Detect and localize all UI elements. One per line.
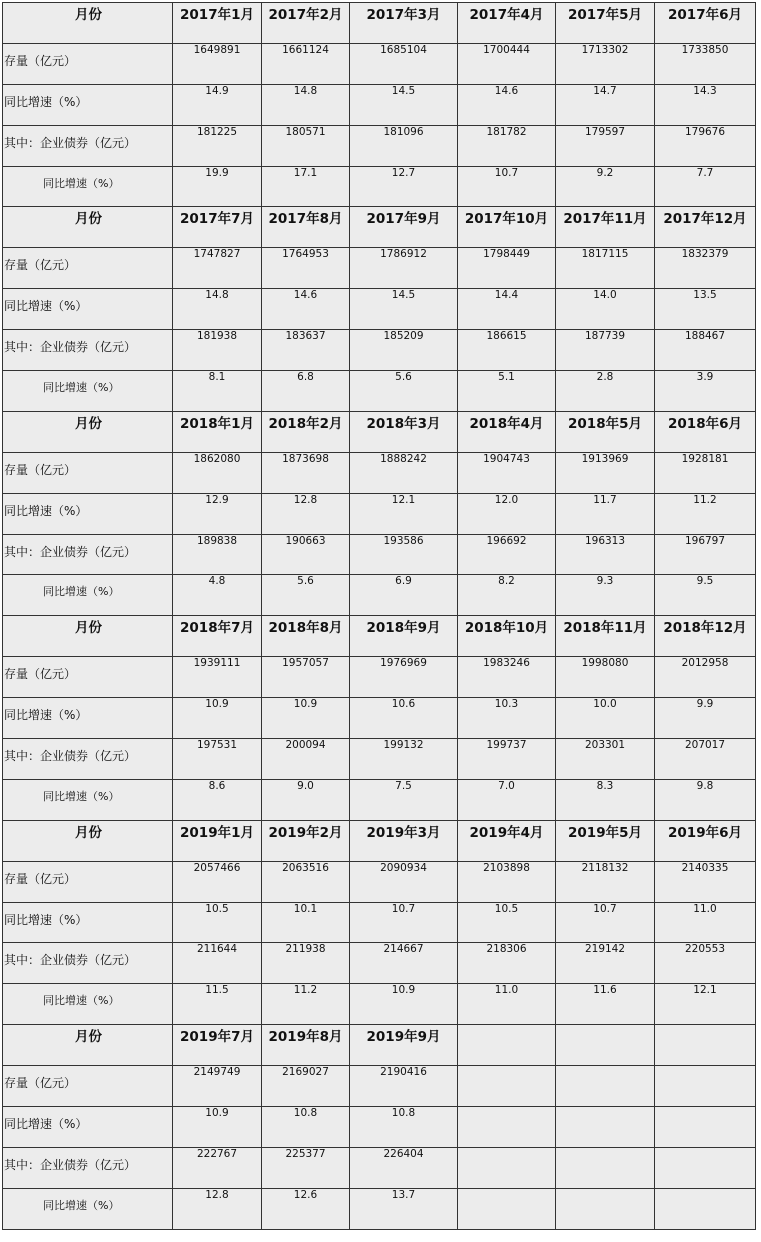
stock-growth-cell: 11.2 — [655, 493, 756, 534]
month-header-cell: 2019年7月 — [173, 1025, 262, 1066]
corporate-bond-cell: 197531 — [173, 739, 262, 780]
stock-cell: 1817115 — [556, 248, 655, 289]
stock-growth-cell — [458, 1107, 556, 1148]
corporate-bond-growth-cell: 9.2 — [556, 166, 655, 207]
stock-growth-row-label: 同比增速（%） — [3, 84, 173, 125]
corporate-bond-growth-cell: 12.6 — [262, 1188, 350, 1229]
corporate-bond-cell: 226404 — [350, 1147, 458, 1188]
stock-cell: 1733850 — [655, 43, 756, 84]
corporate-bond-growth-cell: 12.7 — [350, 166, 458, 207]
stock-row — [3, 657, 756, 698]
stock-cell: 1873698 — [262, 452, 350, 493]
stock-growth-row-label: 同比增速（%） — [3, 902, 173, 943]
corporate-bond-row-label: 其中：企业债券（亿元） — [3, 1147, 173, 1188]
stock-cell: 1904743 — [458, 452, 556, 493]
month-header-cell: 2019年4月 — [458, 820, 556, 861]
corporate-bond-cell — [458, 1147, 556, 1188]
stock-row — [3, 452, 756, 493]
corporate-bond-cell: 179676 — [655, 125, 756, 166]
corporate-bond-growth-cell: 17.1 — [262, 166, 350, 207]
stock-growth-cell: 10.1 — [262, 902, 350, 943]
stock-cell: 1661124 — [262, 43, 350, 84]
month-header-cell: 2019年5月 — [556, 820, 655, 861]
stock-cell: 2118132 — [556, 861, 655, 902]
corporate-bond-cell — [655, 1147, 756, 1188]
month-header-cell: 2017年3月 — [350, 3, 458, 44]
corporate-bond-growth-cell: 10.9 — [350, 984, 458, 1025]
corporate-bond-row-label: 其中：企业债券（亿元） — [3, 534, 173, 575]
corporate-bond-growth-row — [3, 575, 756, 616]
stock-cell: 1700444 — [458, 43, 556, 84]
stock-growth-row — [3, 289, 756, 330]
month-header-cell: 2017年5月 — [556, 3, 655, 44]
month-header-cell: 2017年4月 — [458, 3, 556, 44]
stock-cell: 1862080 — [173, 452, 262, 493]
stock-cell: 1713302 — [556, 43, 655, 84]
stock-cell: 2057466 — [173, 861, 262, 902]
stock-cell — [458, 1066, 556, 1107]
corporate-bond-cell: 207017 — [655, 739, 756, 780]
corporate-bond-row — [3, 1147, 756, 1188]
month-header-row — [3, 616, 756, 657]
stock-growth-cell: 10.5 — [173, 902, 262, 943]
corporate-bond-growth-cell: 2.8 — [556, 371, 655, 412]
stock-growth-cell: 10.3 — [458, 698, 556, 739]
stock-growth-cell: 12.1 — [350, 493, 458, 534]
month-header-cell: 2019年3月 — [350, 820, 458, 861]
corporate-bond-cell: 180571 — [262, 125, 350, 166]
stock-cell: 1976969 — [350, 657, 458, 698]
stock-row — [3, 248, 756, 289]
stock-cell: 2090934 — [350, 861, 458, 902]
month-header-cell: 2019年1月 — [173, 820, 262, 861]
month-header-cell: 2019年2月 — [262, 820, 350, 861]
stock-cell: 1888242 — [350, 452, 458, 493]
corporate-bond-growth-row-label: 同比增速（%） — [3, 779, 173, 820]
stock-cell: 1685104 — [350, 43, 458, 84]
corporate-bond-growth-cell: 4.8 — [173, 575, 262, 616]
month-header-cell: 2018年9月 — [350, 616, 458, 657]
corporate-bond-growth-row — [3, 1188, 756, 1229]
corporate-bond-growth-cell: 13.7 — [350, 1188, 458, 1229]
stock-growth-row — [3, 493, 756, 534]
corporate-bond-cell — [556, 1147, 655, 1188]
corporate-bond-growth-row — [3, 166, 756, 207]
month-header-cell: 2018年5月 — [556, 411, 655, 452]
month-header-cell: 2017年9月 — [350, 207, 458, 248]
corporate-bond-growth-row-label: 同比增速（%） — [3, 166, 173, 207]
stock-growth-row — [3, 1107, 756, 1148]
stock-growth-cell: 12.8 — [262, 493, 350, 534]
stock-growth-cell: 14.8 — [262, 84, 350, 125]
stock-growth-cell: 14.6 — [458, 84, 556, 125]
stock-row-label: 存量（亿元） — [3, 1066, 173, 1107]
corporate-bond-growth-cell: 5.6 — [350, 371, 458, 412]
month-header-cell: 2018年6月 — [655, 411, 756, 452]
stock-cell: 1928181 — [655, 452, 756, 493]
stock-growth-cell: 10.6 — [350, 698, 458, 739]
corporate-bond-cell: 179597 — [556, 125, 655, 166]
corporate-bond-growth-cell — [556, 1188, 655, 1229]
stock-cell — [655, 1066, 756, 1107]
stock-growth-cell: 14.0 — [556, 289, 655, 330]
corporate-bond-growth-cell: 8.2 — [458, 575, 556, 616]
stock-cell: 2063516 — [262, 861, 350, 902]
corporate-bond-cell: 188467 — [655, 330, 756, 371]
month-header-row-label: 月份 — [3, 1025, 173, 1066]
corporate-bond-cell: 183637 — [262, 330, 350, 371]
corporate-bond-row — [3, 739, 756, 780]
corporate-bond-row-label: 其中：企业债券（亿元） — [3, 739, 173, 780]
corporate-bond-cell: 181938 — [173, 330, 262, 371]
corporate-bond-cell: 186615 — [458, 330, 556, 371]
stock-row-label: 存量（亿元） — [3, 452, 173, 493]
corporate-bond-cell: 199737 — [458, 739, 556, 780]
month-header-row-label: 月份 — [3, 207, 173, 248]
stock-cell: 1913969 — [556, 452, 655, 493]
corporate-bond-cell: 189838 — [173, 534, 262, 575]
month-header-cell: 2018年4月 — [458, 411, 556, 452]
corporate-bond-growth-row — [3, 984, 756, 1025]
corporate-bond-growth-cell: 10.7 — [458, 166, 556, 207]
corporate-bond-growth-cell: 7.5 — [350, 779, 458, 820]
stock-cell: 2012958 — [655, 657, 756, 698]
stock-cell: 1957057 — [262, 657, 350, 698]
corporate-bond-row — [3, 534, 756, 575]
month-header-cell — [655, 1025, 756, 1066]
stock-growth-row-label: 同比增速（%） — [3, 289, 173, 330]
corporate-bond-growth-row-label: 同比增速（%） — [3, 575, 173, 616]
corporate-bond-growth-row — [3, 779, 756, 820]
stock-cell: 1649891 — [173, 43, 262, 84]
stock-row-label: 存量（亿元） — [3, 248, 173, 289]
stock-growth-cell: 10.8 — [350, 1107, 458, 1148]
corporate-bond-cell: 185209 — [350, 330, 458, 371]
corporate-bond-cell: 193586 — [350, 534, 458, 575]
corporate-bond-cell: 214667 — [350, 943, 458, 984]
stock-growth-cell: 14.7 — [556, 84, 655, 125]
corporate-bond-cell: 211938 — [262, 943, 350, 984]
corporate-bond-growth-cell: 11.5 — [173, 984, 262, 1025]
stock-growth-cell: 10.9 — [173, 1107, 262, 1148]
stock-growth-cell: 9.9 — [655, 698, 756, 739]
corporate-bond-growth-cell: 9.0 — [262, 779, 350, 820]
corporate-bond-cell: 220553 — [655, 943, 756, 984]
stock-growth-cell: 14.4 — [458, 289, 556, 330]
corporate-bond-growth-cell: 11.6 — [556, 984, 655, 1025]
stock-cell: 1764953 — [262, 248, 350, 289]
stock-growth-cell: 10.7 — [556, 902, 655, 943]
stock-row-label: 存量（亿元） — [3, 43, 173, 84]
stock-growth-row-label: 同比增速（%） — [3, 493, 173, 534]
stock-growth-cell: 13.5 — [655, 289, 756, 330]
corporate-bond-growth-cell: 11.2 — [262, 984, 350, 1025]
corporate-bond-growth-cell — [458, 1188, 556, 1229]
corporate-bond-row — [3, 330, 756, 371]
month-header-row — [3, 820, 756, 861]
stock-growth-cell: 14.3 — [655, 84, 756, 125]
corporate-bond-row-label: 其中：企业债券（亿元） — [3, 330, 173, 371]
stock-growth-row-label: 同比增速（%） — [3, 698, 173, 739]
corporate-bond-cell: 219142 — [556, 943, 655, 984]
month-header-row-label: 月份 — [3, 3, 173, 44]
stock-growth-cell: 12.0 — [458, 493, 556, 534]
corporate-bond-growth-row-label: 同比增速（%） — [3, 371, 173, 412]
month-header-row-label: 月份 — [3, 411, 173, 452]
corporate-bond-cell: 190663 — [262, 534, 350, 575]
corporate-bond-cell: 200094 — [262, 739, 350, 780]
corporate-bond-growth-cell: 19.9 — [173, 166, 262, 207]
month-header-cell: 2018年11月 — [556, 616, 655, 657]
stock-growth-row — [3, 698, 756, 739]
corporate-bond-growth-cell: 8.1 — [173, 371, 262, 412]
stock-growth-cell: 10.9 — [173, 698, 262, 739]
stock-growth-cell: 10.9 — [262, 698, 350, 739]
corporate-bond-row-label: 其中：企业债券（亿元） — [3, 125, 173, 166]
stock-growth-cell: 14.8 — [173, 289, 262, 330]
stock-row — [3, 43, 756, 84]
month-header-cell: 2019年8月 — [262, 1025, 350, 1066]
corporate-bond-growth-cell: 7.7 — [655, 166, 756, 207]
corporate-bond-row — [3, 125, 756, 166]
stock-row — [3, 861, 756, 902]
stock-cell: 2169027 — [262, 1066, 350, 1107]
stock-cell: 2140335 — [655, 861, 756, 902]
corporate-bond-growth-cell: 5.1 — [458, 371, 556, 412]
corporate-bond-growth-cell: 11.0 — [458, 984, 556, 1025]
corporate-bond-cell: 203301 — [556, 739, 655, 780]
stock-cell: 1798449 — [458, 248, 556, 289]
corporate-bond-cell: 196313 — [556, 534, 655, 575]
month-header-cell: 2017年2月 — [262, 3, 350, 44]
corporate-bond-row — [3, 943, 756, 984]
statistics-sheet — [2, 2, 757, 1230]
stock-cell: 1747827 — [173, 248, 262, 289]
month-header-cell: 2018年12月 — [655, 616, 756, 657]
month-header-cell: 2017年7月 — [173, 207, 262, 248]
stock-growth-cell: 11.7 — [556, 493, 655, 534]
corporate-bond-growth-row — [3, 371, 756, 412]
corporate-bond-cell: 181225 — [173, 125, 262, 166]
corporate-bond-growth-cell: 6.8 — [262, 371, 350, 412]
month-header-cell: 2017年1月 — [173, 3, 262, 44]
corporate-bond-cell: 218306 — [458, 943, 556, 984]
corporate-bond-cell: 187739 — [556, 330, 655, 371]
corporate-bond-growth-cell: 8.3 — [556, 779, 655, 820]
stock-cell: 1939111 — [173, 657, 262, 698]
month-header-cell: 2019年9月 — [350, 1025, 458, 1066]
stock-cell: 2190416 — [350, 1066, 458, 1107]
corporate-bond-growth-cell: 3.9 — [655, 371, 756, 412]
corporate-bond-growth-cell: 8.6 — [173, 779, 262, 820]
stock-growth-cell: 14.5 — [350, 84, 458, 125]
bond-statistics-table — [2, 2, 756, 1230]
month-header-cell: 2017年12月 — [655, 207, 756, 248]
corporate-bond-cell: 225377 — [262, 1147, 350, 1188]
month-header-cell — [556, 1025, 655, 1066]
month-header-cell: 2017年10月 — [458, 207, 556, 248]
month-header-cell: 2017年8月 — [262, 207, 350, 248]
corporate-bond-row-label: 其中：企业债券（亿元） — [3, 943, 173, 984]
month-header-cell: 2018年10月 — [458, 616, 556, 657]
month-header-row — [3, 411, 756, 452]
corporate-bond-cell: 211644 — [173, 943, 262, 984]
corporate-bond-cell: 181096 — [350, 125, 458, 166]
stock-growth-cell: 12.9 — [173, 493, 262, 534]
stock-growth-cell: 10.5 — [458, 902, 556, 943]
corporate-bond-growth-cell — [655, 1188, 756, 1229]
stock-cell: 2103898 — [458, 861, 556, 902]
month-header-cell: 2018年7月 — [173, 616, 262, 657]
month-header-cell: 2018年3月 — [350, 411, 458, 452]
stock-cell: 1983246 — [458, 657, 556, 698]
corporate-bond-growth-cell: 6.9 — [350, 575, 458, 616]
stock-growth-row — [3, 902, 756, 943]
stock-growth-cell: 14.6 — [262, 289, 350, 330]
corporate-bond-cell: 196692 — [458, 534, 556, 575]
month-header-cell — [458, 1025, 556, 1066]
stock-cell: 1998080 — [556, 657, 655, 698]
stock-growth-row — [3, 84, 756, 125]
corporate-bond-growth-cell: 7.0 — [458, 779, 556, 820]
corporate-bond-growth-row-label: 同比增速（%） — [3, 1188, 173, 1229]
corporate-bond-cell: 222767 — [173, 1147, 262, 1188]
corporate-bond-growth-cell: 5.6 — [262, 575, 350, 616]
month-header-cell: 2018年8月 — [262, 616, 350, 657]
month-header-cell: 2017年11月 — [556, 207, 655, 248]
month-header-row — [3, 1025, 756, 1066]
month-header-row — [3, 3, 756, 44]
stock-cell: 1832379 — [655, 248, 756, 289]
corporate-bond-cell: 181782 — [458, 125, 556, 166]
corporate-bond-growth-row-label: 同比增速（%） — [3, 984, 173, 1025]
month-header-cell: 2019年6月 — [655, 820, 756, 861]
stock-row — [3, 1066, 756, 1107]
stock-growth-cell — [655, 1107, 756, 1148]
corporate-bond-cell: 199132 — [350, 739, 458, 780]
stock-cell: 1786912 — [350, 248, 458, 289]
corporate-bond-growth-cell: 9.5 — [655, 575, 756, 616]
month-header-row-label: 月份 — [3, 616, 173, 657]
stock-growth-cell — [556, 1107, 655, 1148]
month-header-cell: 2017年6月 — [655, 3, 756, 44]
corporate-bond-growth-cell: 12.8 — [173, 1188, 262, 1229]
month-header-cell: 2018年2月 — [262, 411, 350, 452]
stock-growth-cell: 11.0 — [655, 902, 756, 943]
month-header-cell: 2018年1月 — [173, 411, 262, 452]
stock-growth-cell: 10.7 — [350, 902, 458, 943]
corporate-bond-growth-cell: 9.3 — [556, 575, 655, 616]
stock-growth-cell: 14.5 — [350, 289, 458, 330]
stock-row-label: 存量（亿元） — [3, 657, 173, 698]
corporate-bond-growth-cell: 12.1 — [655, 984, 756, 1025]
stock-growth-cell: 10.0 — [556, 698, 655, 739]
stock-row-label: 存量（亿元） — [3, 861, 173, 902]
month-header-row-label: 月份 — [3, 820, 173, 861]
stock-growth-row-label: 同比增速（%） — [3, 1107, 173, 1148]
stock-growth-cell: 10.8 — [262, 1107, 350, 1148]
stock-cell: 2149749 — [173, 1066, 262, 1107]
stock-growth-cell: 14.9 — [173, 84, 262, 125]
month-header-row — [3, 207, 756, 248]
stock-cell — [556, 1066, 655, 1107]
corporate-bond-growth-cell: 9.8 — [655, 779, 756, 820]
corporate-bond-cell: 196797 — [655, 534, 756, 575]
table-body — [3, 3, 756, 1230]
